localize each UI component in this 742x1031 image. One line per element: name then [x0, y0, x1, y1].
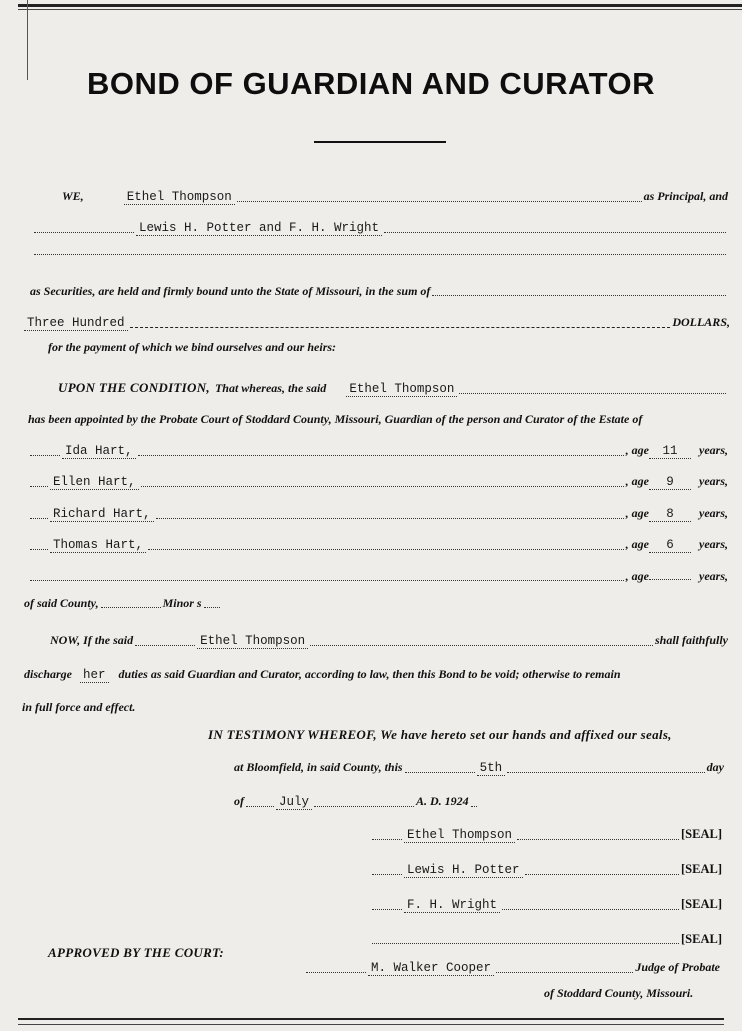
age-label: , age — [625, 569, 649, 583]
minor-label: Minor s — [162, 596, 202, 610]
date-line — [234, 760, 724, 776]
signature-name: Ethel Thompson — [404, 828, 515, 843]
condition-text: That whereas, the said — [214, 381, 327, 395]
condition-line — [58, 380, 728, 397]
payment-line — [48, 340, 336, 355]
minor-name: Richard Hart, — [50, 507, 154, 522]
appointed-text: has been appointed by the Probate Court of Stoddard County, Missouri, Guardian of the person and Curator of the Estate of — [28, 412, 643, 426]
place-text: at Bloomfield, in said County, this — [234, 760, 403, 774]
principal-name: Ethel Thompson — [124, 190, 235, 205]
signature-line — [370, 862, 722, 878]
top-border — [18, 4, 742, 7]
we-label: WE, — [62, 189, 84, 203]
top-border-thin — [18, 9, 742, 10]
of-label: of — [234, 794, 244, 808]
county-line — [24, 596, 222, 611]
title-underline — [314, 141, 446, 143]
years-label: years, — [699, 506, 728, 520]
approval-label: APPROVED BY THE COURT: — [48, 945, 224, 960]
now-lead: NOW, If the said — [50, 633, 134, 647]
now-line — [50, 633, 728, 649]
seal-label: [SEAL] — [681, 827, 722, 841]
age-label: , age — [625, 443, 649, 457]
minor-age — [649, 579, 691, 580]
seal-label: [SEAL] — [681, 897, 722, 911]
testimony-text: IN TESTIMONY WHEREOF, We have hereto set our hands and affixed our seals, — [208, 727, 672, 742]
pronoun: her — [80, 668, 109, 683]
dollars-label: DOLLARS, — [672, 315, 730, 329]
day-label: day — [706, 760, 724, 774]
sum-line — [24, 315, 730, 331]
age-label: , age — [625, 506, 649, 520]
judge-title: Judge of Probate — [635, 960, 720, 974]
county-sign-line — [544, 986, 693, 1001]
shall-text: shall faithfully — [654, 633, 728, 647]
bottom-border-thin — [18, 1024, 724, 1025]
signature-line — [370, 827, 722, 843]
minor-age: 8 — [649, 507, 691, 522]
month-line — [234, 794, 479, 810]
day-value: 5th — [477, 761, 506, 776]
minor-age: 6 — [649, 538, 691, 553]
force-line — [22, 700, 135, 715]
document-title: BOND OF GUARDIAN AND CURATOR — [87, 66, 655, 101]
appointed-line — [28, 412, 642, 427]
signature-name: F. H. Wright — [404, 898, 500, 913]
signature-name: Lewis H. Potter — [404, 863, 523, 878]
minor-row — [28, 474, 728, 490]
sum-words: Three Hundred — [24, 316, 128, 331]
sureties-line — [32, 221, 728, 236]
years-label: years, — [699, 443, 728, 457]
force-text: in full force and effect. — [22, 700, 136, 714]
minor-row — [28, 506, 728, 522]
principal-line — [62, 189, 728, 205]
minor-name: Ellen Hart, — [50, 475, 139, 490]
signature-line — [370, 897, 722, 913]
signature-line — [370, 932, 722, 947]
discharge-line — [24, 667, 728, 683]
bottom-border — [18, 1018, 724, 1020]
minor-row — [28, 569, 728, 584]
minor-name: Thomas Hart, — [50, 538, 146, 553]
blank-line — [32, 253, 728, 258]
month-value: July — [276, 795, 312, 810]
minor-name: Ida Hart, — [62, 444, 136, 459]
securities-text: as Securities, are held and firmly bound unto the State of Missouri, in the sum of — [30, 284, 431, 298]
judge-name: M. Walker Cooper — [368, 961, 494, 976]
years-label: years, — [699, 537, 728, 551]
minor-row — [28, 537, 728, 553]
sureties-names: Lewis H. Potter and F. H. Wright — [136, 221, 382, 236]
minor-row — [28, 443, 728, 459]
principal-label: as Principal, and — [643, 189, 728, 203]
condition-lead: UPON THE CONDITION, — [58, 380, 210, 395]
discharge-label: discharge — [24, 667, 72, 681]
payment-text: for the payment of which we bind ourselves and our heirs: — [48, 340, 337, 354]
duties-text: duties as said Guardian and Curator, according to law, then this Bond to be void; otherwise to remain — [118, 667, 621, 681]
age-label: , age — [625, 537, 649, 551]
minor-age: 9 — [649, 475, 691, 490]
judge-line — [304, 960, 720, 976]
seal-label: [SEAL] — [681, 862, 722, 876]
years-label: years, — [699, 569, 728, 583]
approval-label-line — [48, 945, 224, 961]
county-text: of said County, — [24, 596, 99, 610]
judge-county: of Stoddard County, Missouri. — [544, 986, 694, 1000]
seal-label: [SEAL] — [681, 932, 722, 946]
testimony-line — [208, 727, 724, 743]
year-text: A. D. 1924 — [416, 794, 469, 808]
now-name: Ethel Thompson — [197, 634, 308, 649]
minor-age: 11 — [649, 444, 691, 459]
age-label: , age — [625, 474, 649, 488]
securities-line — [30, 284, 728, 299]
guardian-name: Ethel Thompson — [346, 382, 457, 397]
years-label: years, — [699, 474, 728, 488]
